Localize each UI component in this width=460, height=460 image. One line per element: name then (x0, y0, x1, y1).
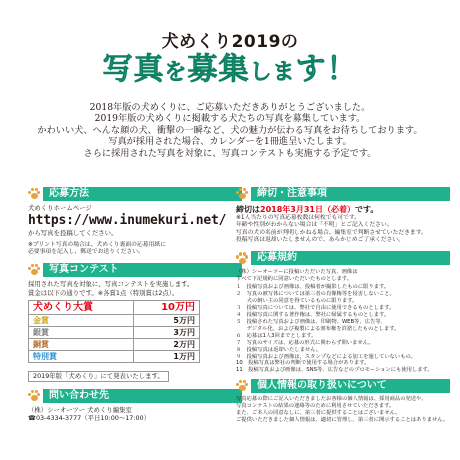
announce-note (28, 371, 169, 382)
apply-note: ※プリント写真の場合は、犬めくり裏面の応募用紙に (28, 241, 166, 248)
award-name: 金賞 (29, 315, 134, 327)
table-row (29, 327, 200, 339)
award-amount: 10万円 (134, 301, 200, 315)
deadline-lead: 締切は (236, 205, 260, 214)
contest-title: 写真コンテスト (43, 263, 242, 277)
main-title-part: す！ (295, 52, 358, 87)
deadline-date: 2018年3月31日（必着） (260, 205, 355, 214)
right-column (236, 186, 450, 424)
apply-after: から写真を投稿してください。 (28, 229, 118, 238)
list-item: ２ 写真の被写体については第三者の肖像権等を侵害しないこと。 (236, 291, 395, 298)
list-item: ３ 投稿写真については、弊社で自由に使用できるものとします。 (236, 305, 395, 312)
list-item: ４ 投稿写真に関する著作権は、弊社に帰属するものとします。 (236, 312, 390, 319)
announce-rest: 「犬めくり」にて発表いたします。 (62, 372, 164, 380)
deadline-tail: です。 (354, 205, 379, 214)
deadline-line (236, 204, 450, 215)
contact-phone: ☎03-4334-3777（平日10:00〜17:00） (28, 414, 151, 423)
list-item: 犬の飼い主の同意を得ているものに限ります。 (236, 298, 358, 305)
award-name: 犬めくり大賞 (29, 301, 134, 315)
table-row (29, 339, 200, 351)
table-row (29, 301, 200, 315)
award-amount: 2万円 (134, 339, 200, 351)
award-amount: 5万円 (134, 315, 200, 327)
contest-line: 賞金は以下の通りです。※各賞1点（特別賞は2点）。 (28, 288, 179, 297)
top-title: 犬めくり2019の (161, 32, 299, 52)
contact-header (28, 388, 242, 403)
table-row (29, 315, 200, 327)
apply-title: 応募方法 (43, 187, 242, 201)
left-column (28, 186, 242, 423)
list-item: １ 投稿写真および画像は、投稿者が撮影したものに限ります。 (236, 284, 390, 291)
list-item: ９ 投稿写真および画像は、スタンプなどによる加工を施していないもの。 (236, 353, 416, 360)
list-item: ７ 写真のサイズは、応募の形式に関わらず問いません。 (236, 339, 374, 346)
paw-icon (28, 264, 40, 276)
main-title-part: しま (249, 60, 296, 85)
award-amount: 1万円 (134, 351, 200, 363)
announce-year: 2019年版 (33, 372, 63, 380)
paw-icon (236, 188, 248, 200)
intro-line: 2019年版の犬めくりに掲載する犬たちの写真を募集しています。 (94, 113, 366, 125)
rules-title: 応募規約 (251, 251, 450, 265)
deadline-header (236, 186, 450, 201)
list-item: ６ 応募は1人3回までとします。 (236, 332, 317, 339)
contest-line: 採用された写真を対象に、写真コンテストを実施します。 (28, 280, 194, 289)
apply-note: 必要事項を記入し、郵送でお送りください。 (28, 249, 144, 255)
award-name: 銀賞 (29, 327, 134, 339)
intro-line: 2018年版の犬めくりに、ご応募いただきありがとうございました。 (89, 102, 371, 113)
list-item: デジタル化、および複製による頒布権を許諾したものとします。 (236, 325, 400, 332)
paw-icon (28, 188, 40, 200)
list-item: 11 投稿写真および画像は、SNS等、広告などのプロモーションにも使用します。 (236, 367, 433, 374)
apply-lead: 犬めくりホームページ (28, 204, 92, 212)
intro-line: かわいい犬、へんな顔の犬、衝撃の一瞬など、犬の魅力が伝わる写真をお待ちしております。 (37, 124, 423, 136)
privacy-text (236, 396, 450, 424)
intro-line: 写真が採用された場合、カレンダーを1冊進呈いたします。 (108, 136, 352, 148)
privacy-line: ご提供いただきました個人情報は、適切に管理し、第三者に開示することはありません。 (236, 416, 449, 423)
contact-title: 問い合わせ先 (43, 389, 242, 403)
apply-header (28, 186, 242, 201)
contact-company: （株）シーオーツー 犬めくり編集室 (28, 406, 132, 414)
list-item: 10 投稿写真は弊社の判断で使用する場合があります。 (236, 360, 370, 367)
deadline-note: 投稿写真は返却いたしませんので、あらかじめご了承ください。 (236, 237, 404, 244)
privacy-title: 個人情報の取り扱いについて (251, 379, 450, 393)
main-title (0, 52, 460, 91)
main-title-part: 写真 (102, 52, 165, 87)
privacy-line: 写真コンテストの結果の連絡等のために利用させていただきます。 (236, 403, 395, 410)
list-item: ５ 投稿された写真および画像は、印刷物、WEB等、広告等、 (236, 318, 386, 325)
deadline-title: 締切・注意事項 (251, 187, 450, 201)
rules-list (236, 269, 450, 375)
privacy-header (236, 378, 450, 393)
rules-intro: すべて下記規約に同意いただいたものとします。 (236, 275, 353, 282)
privacy-line: 写真応募の際にご記入いただきましたお客様の個人情報は、採用商品の発送や、 (236, 396, 427, 403)
award-name: 特別賞 (29, 351, 134, 363)
rules-intro: （株）シーオーツーに投稿いただいた写真、画像は (236, 268, 358, 275)
award-amount: 3万円 (134, 327, 200, 339)
awards-table (28, 300, 200, 363)
deadline-note: ※1人当たりの写真応募枚数は何枚でも可です。 (236, 215, 361, 221)
paw-icon (28, 390, 40, 402)
award-name: 銅賞 (29, 339, 134, 351)
privacy-line: また、ご本人の同意なしに、第三者に提供することはございません。 (236, 410, 401, 417)
main-title-part: 募集 (187, 52, 250, 87)
paw-icon (236, 252, 248, 264)
intro-text (0, 102, 460, 159)
deadline-note: 年齢や性別がわからない場合は「不明」とご記入ください。 (236, 222, 393, 229)
rules-header (236, 251, 450, 266)
main-title-part: を (164, 60, 188, 85)
website-link[interactable]: https://www.inumekuri.net/ (28, 213, 227, 229)
list-item: ８ 投稿写真は返却いたしません。 (236, 346, 322, 353)
contest-header (28, 262, 242, 277)
table-row (29, 351, 200, 363)
intro-line: さらに採用された写真を対象に、写真コンテストも実施する予定です。 (83, 147, 377, 159)
deadline-note: 写真の犬の名前が判明しかねる場合、編集室で判断させていただきます。 (236, 229, 427, 236)
paw-icon (236, 380, 248, 392)
